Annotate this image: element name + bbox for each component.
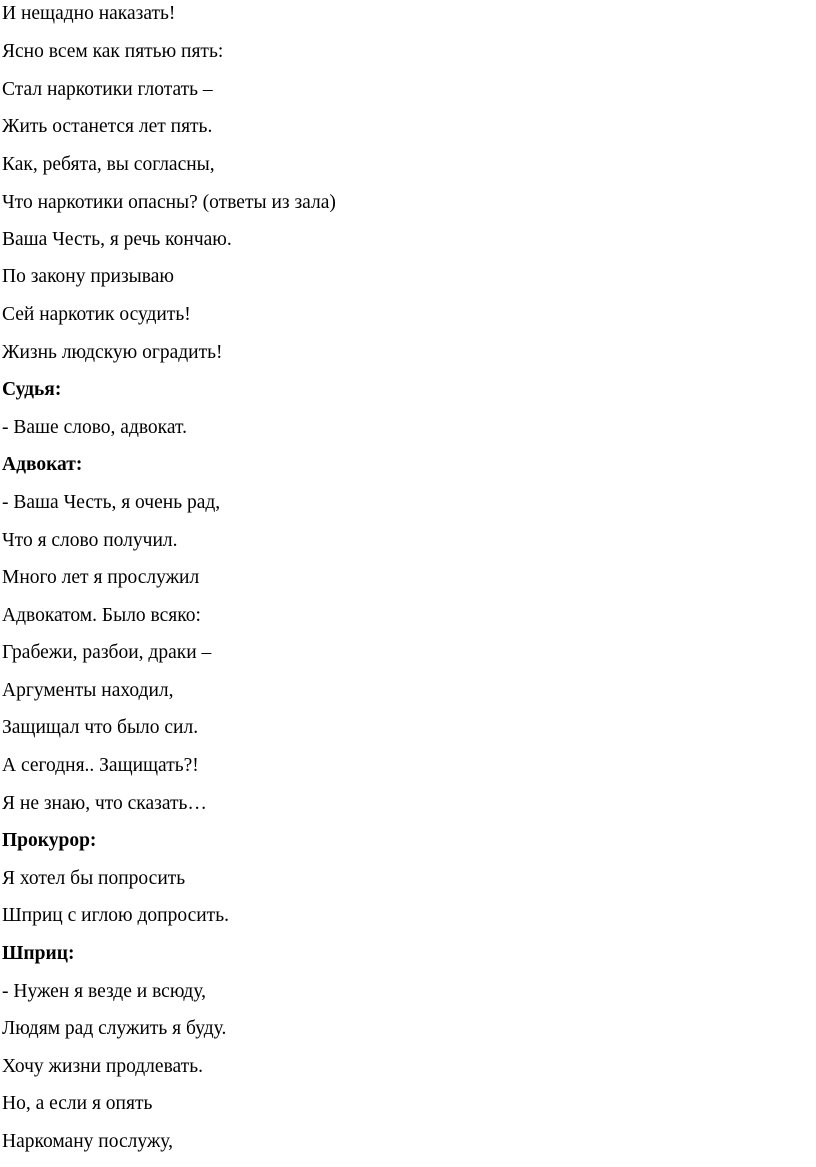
verse-line: Жизнь людскую оградить! bbox=[2, 342, 223, 363]
verse-line: По закону призываю bbox=[2, 266, 174, 287]
verse-line: Стал наркотики глотать – bbox=[2, 79, 213, 100]
verse-line: - Ваша Честь, я очень рад, bbox=[2, 492, 221, 513]
verse-line: Я хотел бы попросить bbox=[2, 868, 186, 889]
verse-line: Людям рад служить я буду. bbox=[2, 1018, 227, 1039]
verse-line: Наркоману послужу, bbox=[2, 1131, 173, 1152]
verse-line: Что наркотики опасны? (ответы из зала) bbox=[2, 192, 336, 213]
verse-line: Жить останется лет пять. bbox=[2, 116, 213, 137]
speaker-name-prosecutor: Прокурор: bbox=[2, 830, 97, 851]
verse-line: Ваша Честь, я речь кончаю. bbox=[2, 229, 232, 250]
verse-line: И нещадно наказать! bbox=[2, 3, 176, 24]
verse-line: Шприц с иглою допросить. bbox=[2, 905, 229, 926]
verse-line: - Нужен я везде и всюду, bbox=[2, 981, 206, 1002]
verse-line: Сей наркотик осудить! bbox=[2, 304, 191, 325]
verse-line: А сегодня.. Защищать?! bbox=[2, 755, 199, 776]
verse-line: Но, а если я опять bbox=[2, 1093, 153, 1114]
speaker-name-syringe: Шприц: bbox=[2, 943, 75, 964]
verse-line: Хочу жизни продлевать. bbox=[2, 1056, 203, 1077]
verse-line: Много лет я прослужил bbox=[2, 567, 200, 588]
verse-line: Адвокатом. Было всяко: bbox=[2, 605, 201, 626]
verse-line: Грабежи, разбои, драки – bbox=[2, 642, 212, 663]
verse-line: Что я слово получил. bbox=[2, 530, 178, 551]
speaker-name-lawyer: Адвокат: bbox=[2, 454, 83, 475]
verse-line: Как, ребята, вы согласны, bbox=[2, 154, 215, 175]
speaker-name-judge: Судья: bbox=[2, 379, 62, 400]
verse-line: Защищал что было сил. bbox=[2, 717, 199, 738]
verse-line: Я не знаю, что сказать… bbox=[2, 793, 207, 814]
verse-line: Ясно всем как пятью пять: bbox=[2, 41, 224, 62]
verse-line: - Ваше слово, адвокат. bbox=[2, 417, 187, 438]
verse-line: Аргументы находил, bbox=[2, 680, 174, 701]
